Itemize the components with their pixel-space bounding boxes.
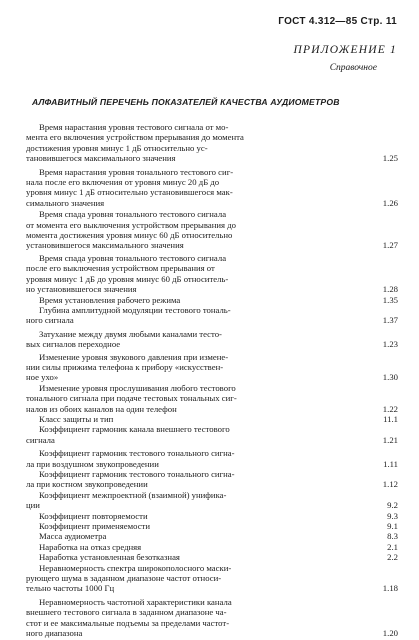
entry-line: Время установления рабочего режима: [26, 294, 181, 305]
entry-number: 9.1: [387, 521, 398, 532]
entry-text: [26, 383, 364, 414]
list-item: [26, 490, 398, 511]
entry-text: [26, 597, 364, 639]
page-title: АЛФАВИТНЫЙ ПЕРЕЧЕНЬ ПОКАЗАТЕЛЕЙ КАЧЕСТВА АУДИОМЕТРОВ: [32, 97, 340, 107]
list-item: [26, 552, 398, 562]
entry-line: рующего шума в заданном диапазоне частот относи-: [26, 573, 222, 584]
entry-number: 9.3: [387, 510, 398, 521]
entry-number: 1.18: [382, 583, 398, 594]
list-item: [26, 424, 398, 445]
list-item: [26, 531, 398, 541]
list-item: [26, 511, 398, 521]
entry-line: Класс защиты и тип: [26, 413, 114, 424]
list-item: [26, 469, 398, 490]
entry-line: Время нарастания уровня тестового сигнала от мо-: [26, 122, 229, 132]
entry-line: налов из обоих каналов на один телефон: [26, 403, 177, 414]
entry-text: [26, 490, 364, 511]
entry-line: Коэффициент гармоник тестового тонального сигна-: [26, 448, 235, 459]
list-item: [26, 329, 398, 350]
entry-text: [26, 253, 364, 295]
entry-line: Коэффициент применяемости: [26, 521, 151, 532]
entry-line: уровня минус 1 дБ относительно установившегося мак-: [26, 187, 233, 198]
entry-number: 1.25: [382, 153, 398, 164]
entry-line: ного сигнала: [26, 315, 74, 326]
entry-text: [26, 552, 364, 562]
entry-line: Масса аудиометра: [26, 531, 107, 542]
entry-text: [26, 521, 364, 531]
entry-line: мента его включения устройством прерывания до момента: [26, 132, 244, 143]
entry-line: но установившегося значения: [26, 284, 137, 295]
entry-number: 1.27: [382, 240, 398, 251]
entry-line: после его выключения устройством прерывания от: [26, 263, 215, 274]
entry-number: 1.21: [382, 434, 398, 445]
entry-number: 1.28: [382, 284, 398, 295]
entry-line: Изменение уровня прослушивания любого тестового: [26, 382, 236, 393]
entry-line: Глубина амплитудной модуляции тестового тональ-: [26, 304, 231, 315]
entry-line: Наработка на отказ средняя: [26, 541, 142, 552]
list-item: [26, 305, 398, 326]
entry-line: Неравномерность спектра широкополосного маски-: [26, 562, 232, 573]
entry-number: 1.20: [382, 628, 398, 639]
entry-line: нии силы прижима телефона к прибору «искусствен-: [26, 361, 224, 372]
entry-line: ла при костном звукопроведении: [26, 479, 148, 490]
entry-number: 8.3: [387, 531, 398, 542]
entry-line: уровня минус 1 дБ до уровня минус 60 дБ относитель-: [26, 273, 229, 284]
list-item: [26, 352, 398, 383]
list-item: [26, 542, 398, 552]
entry-line: симального значения: [26, 197, 105, 208]
entry-number: 1.37: [382, 315, 398, 326]
entry-number: 1.30: [382, 372, 398, 383]
entry-line: Наработка установленная безотказная: [26, 552, 180, 563]
entry-line: Время нарастания уровня тонального тестового сиг-: [26, 166, 234, 177]
entry-number: 11.1: [383, 413, 398, 424]
entry-line: ции: [26, 500, 40, 511]
entry-line: Коэффициент повторяемости: [26, 510, 148, 521]
entry-line: Затухание между двумя любыми каналами тесто-: [26, 328, 222, 339]
entry-text: [26, 122, 364, 164]
list-item: [26, 521, 398, 531]
list-item: [26, 295, 398, 305]
entry-text: [26, 424, 364, 445]
entry-line: Коэффициент гармоник канала внешнего тестового: [26, 424, 230, 435]
entry-line: ла при воздушном звукопроведении: [26, 458, 159, 469]
entry-text: [26, 511, 364, 521]
list-item: [26, 448, 398, 469]
entry-line: от момента его выключения устройством прерывания до: [26, 219, 236, 230]
entry-number: 1.12: [382, 479, 398, 490]
entry-line: момента достижения уровня минус 60 дБ относительно: [26, 230, 233, 241]
entry-text: [26, 542, 364, 552]
entry-line: тельно частоты 1000 Гц: [26, 583, 115, 594]
entry-line: Неравномерность частотной характеристики канала: [26, 596, 232, 607]
entry-text: [26, 469, 364, 490]
list-item: [26, 597, 398, 639]
entry-text: [26, 209, 364, 251]
entry-line: ное ухо»: [26, 372, 59, 383]
entry-number: 1.23: [382, 339, 398, 350]
entry-text: [26, 414, 364, 424]
list-item: [26, 209, 398, 251]
entry-text: [26, 352, 364, 383]
entry-number: 2.1: [387, 541, 398, 552]
entry-number: 1.35: [382, 294, 398, 305]
entry-line: Коэффициент межпроектной (взаимной) унифика-: [26, 489, 227, 500]
entry-line: Коэффициент гармоник тестового тонального сигна-: [26, 469, 235, 479]
reference-label: Справочное: [329, 63, 377, 73]
entry-number: 1.22: [382, 403, 398, 414]
entry-line: вых сигналов переходное: [26, 339, 121, 350]
entry-text: [26, 329, 364, 350]
entry-line: стот и ее максимальные подъемы за пределами частот-: [26, 617, 230, 628]
entry-text: [26, 295, 364, 305]
entry-text: [26, 167, 364, 209]
entry-line: Время спада уровня тонального тестового сигнала: [26, 209, 227, 220]
entry-line: тонального сигнала при подаче тестовых тональных сиг-: [26, 393, 237, 404]
entry-line: сигнала: [26, 434, 55, 445]
entry-line: тановившегося максимального значения: [26, 153, 176, 164]
list-item: [26, 383, 398, 414]
entry-line: нала после его включения от уровня минус 20 дБ до: [26, 177, 220, 188]
list-item: [26, 414, 398, 424]
entry-number: 1.26: [382, 197, 398, 208]
entry-number: 1.11: [383, 458, 398, 469]
entry-line: установившегося максимального значения: [26, 240, 184, 251]
list-item: [26, 563, 398, 594]
entry-number: 9.2: [387, 500, 398, 511]
entry-text: [26, 563, 364, 594]
index-list: [26, 122, 398, 639]
entry-number: 2.2: [387, 552, 398, 563]
list-item: [26, 253, 398, 295]
entry-line: достижения уровня минус 1 дБ относительно ус-: [26, 142, 208, 153]
appendix-label: ПРИЛОЖЕНИЕ 1: [293, 44, 397, 56]
entry-text: [26, 531, 364, 541]
page-header: ГОСТ 4.312—85 Стр. 11: [278, 16, 397, 27]
entry-text: [26, 448, 364, 469]
list-item: [26, 167, 398, 209]
entry-line: Изменение уровня звукового давления при измене-: [26, 351, 229, 362]
list-item: [26, 122, 398, 164]
entry-line: Время спада уровня тонального тестового сигнала: [26, 252, 227, 263]
entry-line: внешнего тестового сигнала в заданном диапазоне ча-: [26, 607, 227, 618]
entry-line: ного диапазона: [26, 628, 83, 639]
entry-text: [26, 305, 364, 326]
